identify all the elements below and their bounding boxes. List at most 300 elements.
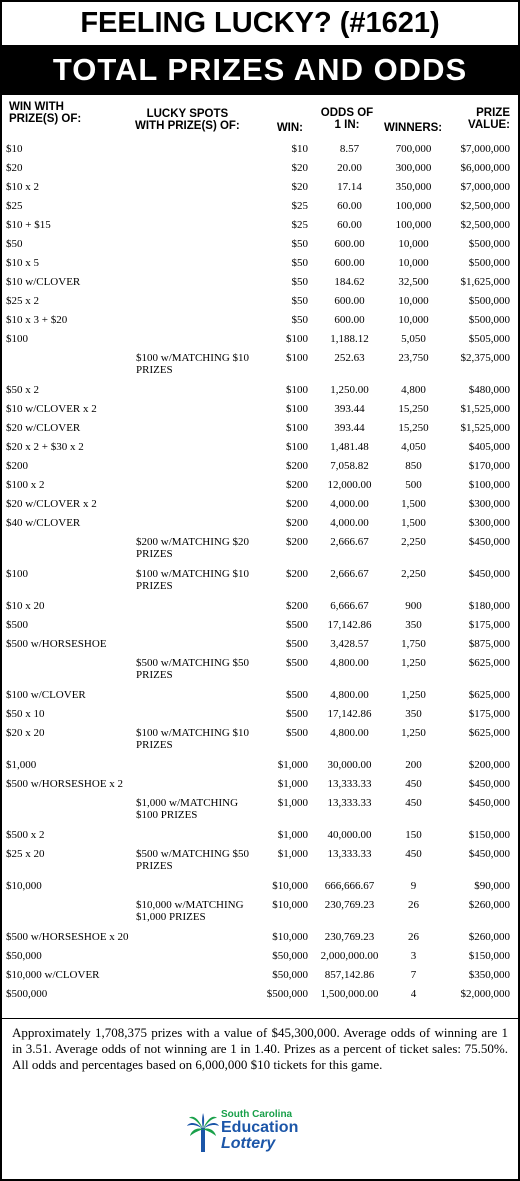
win-cell: $200 xyxy=(286,517,308,529)
table-row xyxy=(2,616,518,635)
lucky-spots-cell xyxy=(130,140,262,159)
table-row xyxy=(2,311,518,330)
win-cell: $50 xyxy=(291,238,308,250)
table-row xyxy=(2,947,518,966)
lucky-spots-cell: $1,000 w/MATCHING $100 PRIZES xyxy=(136,797,239,821)
table-row xyxy=(2,775,518,794)
win-cell: $200 xyxy=(286,536,308,548)
lucky-spots-cell xyxy=(130,495,262,514)
table-row xyxy=(2,476,518,495)
logo-line3: Lottery xyxy=(221,1135,276,1152)
table-row xyxy=(2,724,518,756)
prize-value-cell: $6,000,000 xyxy=(460,162,510,174)
odds-cell: 13,333.33 xyxy=(327,797,372,809)
header-odds xyxy=(320,107,374,131)
win-with-cell: $100 x 2 xyxy=(6,479,45,491)
table-row xyxy=(2,533,518,565)
winners-cell: 350,000 xyxy=(395,181,432,193)
table-row xyxy=(2,514,518,533)
win-cell: $50 xyxy=(291,314,308,326)
winners-cell: 100,000 xyxy=(395,200,432,212)
lucky-spots-cell: $200 w/MATCHING $20 PRIZES xyxy=(136,536,250,560)
win-with-cell xyxy=(2,533,130,565)
lucky-spots-cell xyxy=(130,597,262,616)
odds-cell: 6,666.67 xyxy=(330,600,369,612)
winners-cell: 4 xyxy=(410,988,417,1000)
win-cell: $1,000 xyxy=(277,778,308,790)
win-with-cell: $1,000 xyxy=(6,759,37,771)
win-cell: $10 xyxy=(291,143,308,155)
table-row xyxy=(2,140,518,159)
win-with-cell: $10 w/CLOVER x 2 xyxy=(6,403,97,415)
prize-value-cell: $170,000 xyxy=(468,460,510,472)
odds-cell: 600.00 xyxy=(334,257,365,269)
winners-cell: 15,250 xyxy=(398,403,429,415)
odds-cell: 600.00 xyxy=(334,314,365,326)
odds-cell: 393.44 xyxy=(334,403,365,415)
winners-cell: 4,800 xyxy=(401,384,426,396)
win-with-cell xyxy=(2,896,130,928)
prize-value-cell: $450,000 xyxy=(468,797,510,809)
lucky-spots-cell xyxy=(130,311,262,330)
win-with-cell: $20 xyxy=(6,162,23,174)
winners-cell: 23,750 xyxy=(398,352,429,364)
odds-cell: 13,333.33 xyxy=(327,848,372,860)
prize-value-cell: $625,000 xyxy=(468,657,510,669)
winners-cell: 900 xyxy=(405,600,422,612)
winners-cell: 9 xyxy=(410,880,417,892)
winners-cell: 10,000 xyxy=(398,314,429,326)
lucky-spots-cell xyxy=(130,616,262,635)
win-cell: $50,000 xyxy=(272,969,308,981)
winners-cell: 1,250 xyxy=(401,657,426,669)
win-cell: $1,000 xyxy=(277,759,308,771)
win-cell: $50 xyxy=(291,276,308,288)
prize-value-cell: $175,000 xyxy=(468,619,510,631)
lucky-spots-cell xyxy=(130,775,262,794)
win-with-cell: $20 w/CLOVER xyxy=(6,422,81,434)
table-header xyxy=(2,95,518,140)
winners-cell: 7 xyxy=(410,969,417,981)
win-with-cell: $10 + $15 xyxy=(6,219,51,231)
win-cell: $500 xyxy=(286,619,308,631)
win-with-cell: $50 x 10 xyxy=(6,708,45,720)
lucky-spots-cell xyxy=(130,877,262,896)
win-cell: $25 xyxy=(291,219,308,231)
prize-value-cell: $7,000,000 xyxy=(460,143,510,155)
win-cell: $100 xyxy=(286,422,308,434)
odds-cell: 252.63 xyxy=(334,352,365,364)
winners-cell: 150 xyxy=(405,829,422,841)
win-with-cell: $25 x 20 xyxy=(6,848,45,860)
odds-cell: 600.00 xyxy=(334,295,365,307)
odds-footnote: Approximately 1,708,375 prizes with a value of $45,300,000. Average odds of winning are 1 in 3.51. Average odds of not winning are 1 in 1.40. Prizes as a percent of ticket sales: 75.50%. All odds and percentages based on 6,000,000 $10 tickets for this game. xyxy=(12,1025,508,1072)
win-cell: $500,000 xyxy=(266,988,308,1000)
win-cell: $10,000 xyxy=(272,880,308,892)
table-row xyxy=(2,349,518,381)
win-cell: $500 xyxy=(286,727,308,739)
winners-cell: 1,500 xyxy=(401,517,426,529)
win-cell: $1,000 xyxy=(277,848,308,860)
win-with-cell: $500,000 xyxy=(6,988,48,1000)
win-cell: $200 xyxy=(286,600,308,612)
odds-cell: 3,428.57 xyxy=(330,638,369,650)
winners-cell: 850 xyxy=(405,460,422,472)
winners-cell: 350 xyxy=(405,619,422,631)
lucky-spots-cell xyxy=(130,635,262,654)
win-cell: $10,000 xyxy=(272,931,308,943)
odds-cell: 4,000.00 xyxy=(330,498,369,510)
prize-value-cell: $625,000 xyxy=(468,727,510,739)
win-with-cell: $20 x 20 xyxy=(6,727,45,739)
win-with-cell xyxy=(2,654,130,686)
table-row xyxy=(2,216,518,235)
sc-education-lottery-logo xyxy=(186,1109,336,1157)
winners-cell: 10,000 xyxy=(398,257,429,269)
odds-cell: 1,188.12 xyxy=(330,333,369,345)
prize-value-cell: $450,000 xyxy=(468,778,510,790)
prize-value-cell: $180,000 xyxy=(468,600,510,612)
lucky-spots-cell xyxy=(130,216,262,235)
prize-value-cell: $405,000 xyxy=(468,441,510,453)
header-odds-line2: 1 IN: xyxy=(334,119,360,131)
win-cell: $25 xyxy=(291,200,308,212)
header-win-with-line1: WIN WITH xyxy=(9,101,64,113)
lucky-spots-cell xyxy=(130,273,262,292)
odds-cell: 2,666.67 xyxy=(330,568,369,580)
prize-value-cell: $200,000 xyxy=(468,759,510,771)
prize-value-cell: $100,000 xyxy=(468,479,510,491)
win-with-cell: $100 xyxy=(6,568,28,580)
win-with-cell: $10 x 2 xyxy=(6,181,39,193)
odds-cell: 4,800.00 xyxy=(330,727,369,739)
lucky-spots-cell xyxy=(130,159,262,178)
lucky-spots-cell xyxy=(130,756,262,775)
win-cell: $20 xyxy=(291,181,308,193)
win-cell: $500 xyxy=(286,657,308,669)
win-cell: $100 xyxy=(286,441,308,453)
winners-cell: 450 xyxy=(405,778,422,790)
header-prize-line1: PRIZE xyxy=(476,107,510,119)
header-lucky-line2: WITH PRIZE(S) OF: xyxy=(135,120,240,132)
win-cell: $1,000 xyxy=(277,797,308,809)
win-with-cell: $500 w/HORSESHOE x 20 xyxy=(6,931,129,943)
lucky-spots-cell xyxy=(130,254,262,273)
prize-value-cell: $450,000 xyxy=(468,536,510,548)
win-cell: $100 xyxy=(286,403,308,415)
table-row xyxy=(2,178,518,197)
odds-cell: 600.00 xyxy=(334,238,365,250)
winners-cell: 1,500 xyxy=(401,498,426,510)
lucky-spots-cell xyxy=(130,476,262,495)
table-row xyxy=(2,235,518,254)
winners-cell: 450 xyxy=(405,848,422,860)
prize-value-cell: $2,000,000 xyxy=(460,988,510,1000)
winners-cell: 2,250 xyxy=(401,536,426,548)
win-with-cell: $20 w/CLOVER x 2 xyxy=(6,498,97,510)
lucky-spots-cell xyxy=(130,178,262,197)
win-cell: $50,000 xyxy=(272,950,308,962)
winners-cell: 100,000 xyxy=(395,219,432,231)
prize-value-cell: $260,000 xyxy=(468,931,510,943)
prize-value-cell: $875,000 xyxy=(468,638,510,650)
prize-value-cell: $450,000 xyxy=(468,848,510,860)
prize-value-cell: $175,000 xyxy=(468,708,510,720)
table-row xyxy=(2,197,518,216)
prize-value-cell: $500,000 xyxy=(468,257,510,269)
win-with-cell: $50 x 2 xyxy=(6,384,39,396)
odds-cell: 1,481.48 xyxy=(330,441,369,453)
win-cell: $100 xyxy=(286,384,308,396)
odds-cell: 17.14 xyxy=(337,181,362,193)
odds-cell: 12,000.00 xyxy=(327,479,372,491)
odds-cell: 230,769.23 xyxy=(324,899,375,911)
winners-cell: 15,250 xyxy=(398,422,429,434)
prize-value-cell: $505,000 xyxy=(468,333,510,345)
lucky-spots-cell: $100 w/MATCHING $10 PRIZES xyxy=(136,568,250,592)
win-with-cell: $500 w/HORSESHOE xyxy=(6,638,107,650)
table-row xyxy=(2,381,518,400)
win-with-cell: $10 w/CLOVER xyxy=(6,276,81,288)
odds-cell: 30,000.00 xyxy=(327,759,372,771)
winners-cell: 1,750 xyxy=(401,638,426,650)
odds-cell: 2,666.67 xyxy=(330,536,369,548)
win-with-cell: $10,000 w/CLOVER xyxy=(6,969,100,981)
table-row xyxy=(2,419,518,438)
prize-value-cell: $1,625,000 xyxy=(460,276,510,288)
win-with-cell: $10 xyxy=(6,143,23,155)
header-lucky-line1: LUCKY SPOTS xyxy=(146,108,229,120)
winners-cell: 3 xyxy=(410,950,417,962)
table-row xyxy=(2,654,518,686)
table-row xyxy=(2,495,518,514)
win-with-cell: $500 xyxy=(6,619,28,631)
odds-cell: 40,000.00 xyxy=(327,829,372,841)
logo-text xyxy=(221,1109,298,1152)
lucky-spots-cell xyxy=(130,705,262,724)
logo-line2: Education xyxy=(221,1119,299,1136)
odds-cell: 17,142.86 xyxy=(327,708,372,720)
odds-cell: 2,000,000.00 xyxy=(320,950,379,962)
winners-cell: 450 xyxy=(405,797,422,809)
lucky-spots-cell: $100 w/MATCHING $10 PRIZES xyxy=(136,727,250,751)
win-with-cell: $10 x 3 + $20 xyxy=(6,314,68,326)
win-with-cell: $20 x 2 + $30 x 2 xyxy=(6,441,84,453)
table-row xyxy=(2,826,518,845)
odds-cell: 20.00 xyxy=(337,162,362,174)
odds-cell: 393.44 xyxy=(334,422,365,434)
header-odds-line1: ODDS OF xyxy=(320,107,374,119)
lucky-spots-cell: $10,000 w/MATCHING $1,000 PRIZES xyxy=(136,899,244,923)
odds-cell: 4,000.00 xyxy=(330,517,369,529)
footer xyxy=(2,1018,518,1152)
winners-cell: 32,500 xyxy=(398,276,429,288)
header-win-with-line2: PRIZE(S) OF: xyxy=(9,113,82,125)
table-row xyxy=(2,985,518,1004)
win-with-cell xyxy=(2,349,130,381)
prize-value-cell: $300,000 xyxy=(468,498,510,510)
prize-value-cell: $150,000 xyxy=(468,829,510,841)
prize-value-cell: $500,000 xyxy=(468,314,510,326)
table-row xyxy=(2,292,518,311)
win-with-cell: $100 w/CLOVER xyxy=(6,689,86,701)
prize-value-cell: $2,375,000 xyxy=(460,352,510,364)
win-cell: $20 xyxy=(291,162,308,174)
table-row xyxy=(2,597,518,616)
odds-cell: 230,769.23 xyxy=(324,931,375,943)
odds-cell: 8.57 xyxy=(339,143,360,155)
odds-cell: 1,500,000.00 xyxy=(320,988,379,1000)
prize-value-cell: $625,000 xyxy=(468,689,510,701)
table-row xyxy=(2,966,518,985)
winners-cell: 5,050 xyxy=(401,333,426,345)
win-cell: $500 xyxy=(286,638,308,650)
odds-cell: 4,800.00 xyxy=(330,689,369,701)
header-lucky-spots xyxy=(135,108,240,132)
win-with-cell: $50 xyxy=(6,238,23,250)
odds-cell: 60.00 xyxy=(337,219,362,231)
win-with-cell xyxy=(2,794,130,826)
lucky-spots-cell xyxy=(130,438,262,457)
odds-cell: 857,142.86 xyxy=(324,969,375,981)
table-row xyxy=(2,330,518,349)
odds-cell: 60.00 xyxy=(337,200,362,212)
odds-cell: 4,800.00 xyxy=(330,657,369,669)
lucky-spots-cell xyxy=(130,197,262,216)
prize-value-cell: $350,000 xyxy=(468,969,510,981)
lucky-spots-cell xyxy=(130,686,262,705)
winners-cell: 700,000 xyxy=(395,143,432,155)
palmetto-tree-icon xyxy=(186,1113,220,1153)
win-with-cell: $100 xyxy=(6,333,28,345)
table-row xyxy=(2,877,518,896)
header-win: WIN: xyxy=(276,122,303,134)
table-row xyxy=(2,635,518,654)
lucky-spots-cell xyxy=(130,947,262,966)
win-with-cell: $10,000 xyxy=(6,880,42,892)
winners-cell: 350 xyxy=(405,708,422,720)
winners-cell: 10,000 xyxy=(398,295,429,307)
lucky-spots-cell xyxy=(130,514,262,533)
win-cell: $200 xyxy=(286,568,308,580)
win-cell: $50 xyxy=(291,257,308,269)
header-winners: WINNERS: xyxy=(384,122,443,134)
table-row xyxy=(2,756,518,775)
table-row xyxy=(2,273,518,292)
win-cell: $50 xyxy=(291,295,308,307)
table-row xyxy=(2,457,518,476)
prize-value-cell: $500,000 xyxy=(468,295,510,307)
prize-value-cell: $90,000 xyxy=(474,880,510,892)
win-with-cell: $200 xyxy=(6,460,28,472)
win-cell: $100 xyxy=(286,352,308,364)
odds-cell: 1,250.00 xyxy=(330,384,369,396)
win-with-cell: $40 w/CLOVER xyxy=(6,517,81,529)
table-row xyxy=(2,254,518,273)
lucky-spots-cell xyxy=(130,826,262,845)
prize-value-cell: $7,000,000 xyxy=(460,181,510,193)
lucky-spots-cell xyxy=(130,985,262,1004)
winners-cell: 500 xyxy=(405,479,422,491)
prize-value-cell: $2,500,000 xyxy=(460,200,510,212)
win-with-cell: $500 w/HORSESHOE x 2 xyxy=(6,778,124,790)
winners-cell: 10,000 xyxy=(398,238,429,250)
game-title: FEELING LUCKY? (#1621) xyxy=(80,7,440,39)
lucky-spots-cell xyxy=(130,966,262,985)
win-with-cell: $10 x 20 xyxy=(6,600,45,612)
lucky-spots-cell xyxy=(130,330,262,349)
table-row xyxy=(2,400,518,419)
table-row xyxy=(2,845,518,877)
win-cell: $500 xyxy=(286,708,308,720)
win-with-cell: $500 x 2 xyxy=(6,829,45,841)
winners-cell: 300,000 xyxy=(395,162,432,174)
table-row xyxy=(2,159,518,178)
lucky-spots-cell xyxy=(130,400,262,419)
table-row xyxy=(2,686,518,705)
lucky-spots-cell xyxy=(130,928,262,947)
section-banner: TOTAL PRIZES AND ODDS xyxy=(2,45,518,95)
lucky-spots-cell xyxy=(130,419,262,438)
winners-cell: 26 xyxy=(408,931,419,943)
winners-cell: 2,250 xyxy=(401,568,426,580)
lucky-spots-cell xyxy=(130,292,262,311)
prize-value-cell: $1,525,000 xyxy=(460,422,510,434)
prize-value-cell: $500,000 xyxy=(468,238,510,250)
win-cell: $200 xyxy=(286,498,308,510)
odds-cell: 184.62 xyxy=(334,276,365,288)
lucky-spots-cell xyxy=(130,235,262,254)
lucky-spots-cell xyxy=(130,381,262,400)
odds-cell: 17,142.86 xyxy=(327,619,372,631)
winners-cell: 26 xyxy=(408,899,419,911)
prize-value-cell: $150,000 xyxy=(468,950,510,962)
prize-value-cell: $300,000 xyxy=(468,517,510,529)
table-row xyxy=(2,896,518,928)
header-prize-line2: VALUE: xyxy=(468,119,510,131)
logo-line1: South Carolina xyxy=(221,1109,293,1120)
prize-table-body xyxy=(2,140,518,1004)
lucky-spots-cell: $500 w/MATCHING $50 PRIZES xyxy=(136,848,250,872)
odds-cell: 666,666.67 xyxy=(324,880,375,892)
table-row xyxy=(2,565,518,597)
odds-cell: 13,333.33 xyxy=(327,778,372,790)
winners-cell: 1,250 xyxy=(401,727,426,739)
prize-table xyxy=(2,140,518,1004)
header-win-with xyxy=(9,101,81,125)
table-row xyxy=(2,928,518,947)
table-row xyxy=(2,794,518,826)
win-with-cell: $50,000 xyxy=(6,950,42,962)
prize-value-cell: $450,000 xyxy=(468,568,510,580)
odds-cell: 7,058.82 xyxy=(330,460,369,472)
prize-value-cell: $1,525,000 xyxy=(460,403,510,415)
prize-value-cell: $480,000 xyxy=(468,384,510,396)
table-row xyxy=(2,438,518,457)
win-cell: $1,000 xyxy=(277,829,308,841)
win-cell: $500 xyxy=(286,689,308,701)
win-cell: $200 xyxy=(286,460,308,472)
lucky-spots-cell xyxy=(130,457,262,476)
header-prize-value xyxy=(452,107,510,131)
lucky-spots-cell: $500 w/MATCHING $50 PRIZES xyxy=(136,657,250,681)
table-row xyxy=(2,705,518,724)
win-with-cell: $25 x 2 xyxy=(6,295,39,307)
win-cell: $10,000 xyxy=(272,899,308,911)
prize-value-cell: $260,000 xyxy=(468,899,510,911)
winners-cell: 4,050 xyxy=(401,441,426,453)
prize-value-cell: $2,500,000 xyxy=(460,219,510,231)
